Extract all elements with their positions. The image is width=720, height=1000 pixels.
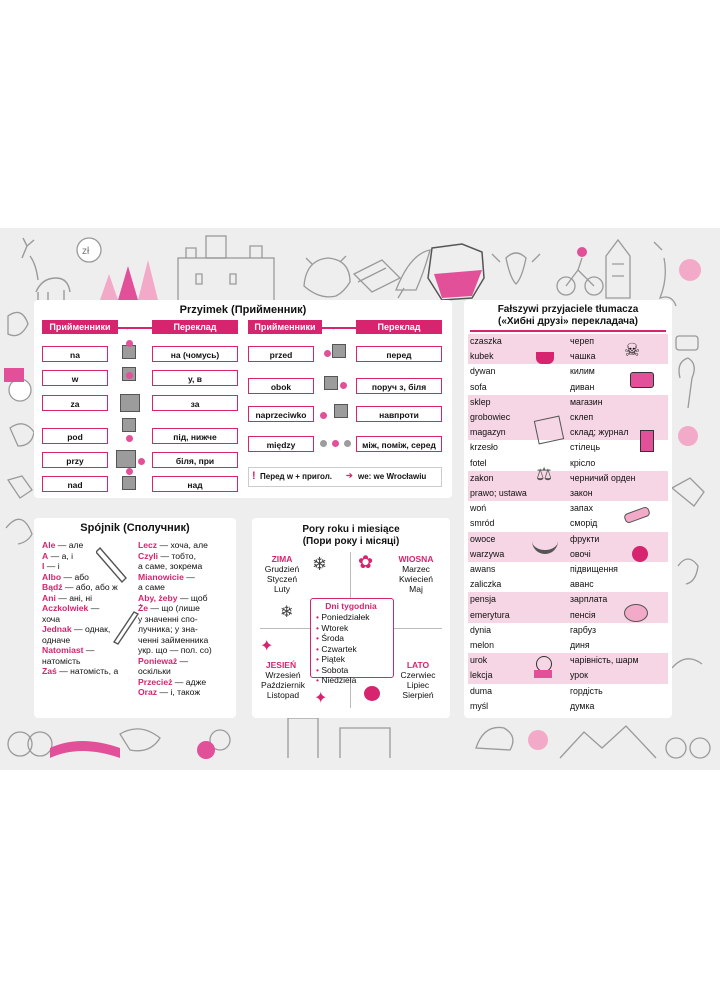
ball-icon [340, 382, 347, 389]
false-friend-ukrainian: закон [570, 488, 593, 498]
note-arrow-icon: ➔ [346, 471, 353, 480]
ball-icon [126, 468, 133, 475]
ball-icon [324, 350, 331, 357]
col-header-translation-2: Переклад [356, 320, 442, 334]
conjunction-line [138, 593, 236, 604]
bullet-icon: • [316, 643, 322, 654]
ball-icon [126, 340, 133, 347]
conjunction-translation: — і [44, 561, 60, 571]
false-friend-ukrainian: склад; журнал [570, 427, 629, 438]
false-friend-polish: kubek [470, 351, 494, 362]
chair-icon [640, 430, 654, 452]
preposition-pl-box: naprzeciwko [248, 406, 314, 422]
season-lato-label: LATO [406, 660, 430, 670]
pine-trees-sketch [100, 260, 158, 300]
conjunction-polish: A [42, 550, 49, 561]
conjunction-translation: — і, також [157, 687, 201, 697]
conjunction-polish: Przecież [138, 676, 173, 687]
cube-icon [116, 450, 136, 468]
note-right-text: we: we Wrocławiu [358, 472, 427, 481]
cube-icon [120, 394, 140, 412]
conjunction-translation: — щоб [177, 592, 208, 603]
false-friend-polish: urok [470, 655, 488, 666]
right-side-sketches [672, 336, 704, 668]
false-friend-polish: pensja [470, 594, 496, 605]
cyclist-sketch [557, 247, 603, 295]
false-friend-polish: grobowiec [470, 412, 511, 422]
jesien-month: Październik [261, 680, 305, 690]
preposition-ua-box: під, нижче [152, 428, 238, 444]
weekday-item [316, 665, 392, 676]
conjunction-line [138, 635, 236, 646]
scales-icon: ⚖ [536, 464, 553, 484]
false-friend-ukrainian: диня [570, 640, 590, 650]
false-friend-polish: myśl [470, 700, 489, 711]
skull-icon: ☠ [624, 340, 641, 360]
cube-icon [122, 345, 136, 359]
cube-icon [122, 418, 136, 432]
ball-icon [126, 435, 133, 442]
conjunction-polish: Lecz [138, 540, 158, 550]
bullet-icon: • [316, 675, 322, 685]
preposition-pl-box: za [42, 395, 108, 411]
false-friend-polish: sofa [470, 381, 487, 392]
conjunction-line [42, 593, 136, 604]
bullet-icon: • [316, 654, 322, 664]
false-friend-row [468, 668, 668, 683]
conjunction-line [138, 614, 236, 625]
false-friends-panel [464, 300, 672, 718]
preposition-ua-box: перед [356, 346, 442, 362]
false-friend-ukrainian: чашка [570, 351, 596, 362]
conjunction-polish: Aczkolwiek [42, 603, 89, 613]
cube-icon [122, 476, 136, 490]
ball-icon [320, 440, 327, 447]
false-friend-polish: dynia [470, 624, 492, 635]
lato-month: Lipiec [406, 680, 430, 690]
seasons-panel [252, 518, 450, 718]
ball-icon [320, 412, 327, 419]
conjunction-translation: — [177, 655, 189, 666]
false-friend-ukrainian: крісло [570, 457, 596, 468]
ball-icon [332, 440, 339, 447]
weekday-name: Wtorek [321, 622, 349, 633]
apple-icon [364, 686, 380, 701]
zima-month: Grudzień [264, 564, 300, 574]
zima-month: Styczeń [266, 574, 298, 584]
conjunction-polish: I [42, 561, 45, 571]
col-header-prepositions-1: Прийменники [42, 320, 118, 334]
weekday-name: Środa [321, 633, 345, 643]
preposition-ua-box: навпроти [356, 406, 442, 422]
ball-icon [126, 372, 133, 379]
false-friend-polish: duma [470, 685, 493, 696]
poland-map-icon [428, 244, 484, 300]
jesien-month: Listopad [266, 690, 300, 700]
conjunction-line [138, 603, 236, 614]
preposition-pl-box: przy [42, 452, 108, 468]
false-friend-ukrainian: череп [570, 336, 595, 346]
false-friend-ukrainian: пенсія [570, 609, 596, 620]
false-friends-title-underline [470, 330, 666, 332]
false-friend-polish: smród [470, 518, 495, 529]
preposition-ua-box: над [152, 476, 238, 492]
seasons-title-line-2: (Пори року і місяці) [302, 536, 400, 547]
bullet-icon: • [316, 622, 322, 633]
false-friend-ukrainian: гордість [570, 685, 603, 696]
pencil-icon [96, 544, 130, 584]
weekdays-list [316, 612, 392, 686]
conjunction-polish: Ponieważ [138, 655, 178, 666]
false-friend-ukrainian: диван [570, 381, 595, 392]
conjunction-translation: а саме, зокрема [138, 561, 203, 571]
false-friend-ukrainian: підвищення [570, 564, 618, 574]
preposition-pl-box: w [42, 370, 108, 386]
conjunction-translation: — натомість, а [56, 666, 119, 676]
false-friend-polish: melon [470, 640, 494, 650]
preposition-ua-box: між, поміж, серед [356, 436, 442, 452]
false-friend-ukrainian: думка [570, 700, 595, 711]
false-friend-ukrainian: гарбуз [570, 624, 597, 635]
weekday-name: Niedziela [321, 675, 357, 685]
false-friend-row [468, 471, 668, 486]
false-friend-ukrainian: сморід [570, 518, 598, 529]
conjunction-polish: Ani [42, 592, 56, 603]
sofa-icon [630, 372, 654, 388]
wiosna-month: Marzec [402, 564, 430, 574]
false-friend-ukrainian: чарівність, шарм [570, 655, 639, 666]
false-friend-row [468, 638, 668, 653]
false-friend-ukrainian: зарплата [570, 594, 608, 605]
false-friend-row [468, 653, 668, 668]
conjunction-translation: — тобто, [158, 550, 196, 561]
conjunction-polish: Mianowicie [138, 571, 184, 582]
false-friend-row [468, 562, 668, 577]
maple-leaf-icon: ✦ [314, 690, 328, 707]
conjunction-polish: Oraz [138, 687, 158, 697]
arrow-icon: → [120, 321, 131, 333]
bullet-icon: • [316, 633, 322, 643]
conjunction-line [42, 656, 136, 667]
bullet-icon: • [316, 612, 322, 622]
false-friend-ukrainian: овочі [570, 548, 591, 559]
note-left-text: Перед w + пригол. [260, 472, 333, 481]
false-friend-ukrainian: аванс [570, 579, 594, 590]
false-friend-polish: owoce [470, 533, 496, 544]
false-friend-polish: zakon [470, 472, 494, 483]
false-friend-ukrainian: магазин [570, 396, 603, 407]
conjunction-translation: — однак, [71, 624, 111, 634]
false-friend-ukrainian: стілець [570, 442, 601, 453]
conjunction-polish: Natomiast [42, 645, 84, 655]
bottom-pink-beet [528, 730, 548, 750]
false-friend-row [468, 395, 668, 410]
conjunction-translation: — [183, 571, 195, 582]
lato-month: Sierpień [402, 690, 434, 700]
conjunctions-title: Spójnik (Сполучник) [80, 522, 190, 534]
weekdays-title: Dni tygodnia [325, 601, 377, 611]
cube-icon [334, 404, 348, 418]
zloty-coin-label: zł [82, 246, 90, 257]
false-friend-polish: fotel [470, 457, 487, 468]
false-friend-polish: magazyn [470, 427, 506, 438]
conjunction-line [138, 677, 236, 688]
town-hall-sketch [606, 240, 630, 298]
false-friend-polish: prawo; ustawa [470, 488, 527, 498]
false-friend-row [468, 456, 668, 471]
weekday-name: Piątek [321, 654, 345, 664]
false-friend-polish: lekcja [470, 670, 493, 681]
false-friend-row [468, 410, 668, 425]
cup-icon [536, 352, 554, 364]
conjunction-polish: Aby, żeby [138, 592, 178, 603]
conjunction-translation: хоча [42, 613, 61, 624]
false-friend-row [468, 486, 668, 501]
conjunction-line [138, 645, 236, 656]
false-friend-row [468, 532, 668, 547]
weekday-item [316, 633, 392, 644]
conjunction-polish: Ale [42, 540, 56, 550]
ball-icon [138, 458, 145, 465]
conjunction-polish: Że [138, 603, 149, 613]
conjunction-polish: Albo [42, 571, 62, 582]
false-friend-polish: zaliczka [470, 579, 502, 590]
arrow-icon: → [326, 321, 337, 333]
eagle-wing-sketch [396, 250, 430, 298]
false-friend-polish: sklep [470, 396, 491, 407]
seasons-title-line-1: Pory roku i miesiące [302, 524, 400, 535]
false-friend-ukrainian: урок [570, 670, 588, 681]
eagle-emblem-sketch [492, 253, 540, 284]
conjunction-translation: одначе [42, 634, 71, 645]
col-header-prepositions-2: Прийменники [248, 320, 322, 334]
conjunction-line [138, 656, 236, 667]
maple-leaf-icon: ✦ [260, 638, 274, 655]
ball-icon [344, 440, 351, 447]
conjunction-line [138, 666, 236, 677]
conjunction-translation: укр. що — пол. co) [138, 645, 212, 655]
weekday-item [316, 675, 392, 686]
lato-month: Czerwiec [400, 670, 436, 680]
beet-icon [632, 546, 648, 562]
false-friend-ukrainian: запах [570, 503, 593, 514]
conjunction-translation: натомість [42, 655, 81, 666]
false-friend-row [468, 440, 668, 455]
conjunction-translation: лучника; у зна- [138, 624, 198, 634]
weekday-item [316, 654, 392, 665]
castle-sketch [178, 236, 274, 302]
cube-icon [324, 376, 338, 390]
wiosna-month: Maj [409, 584, 423, 594]
weekday-item [316, 623, 392, 634]
weekday-name: Czwartek [321, 643, 357, 654]
conjunction-translation: — що (лише [148, 603, 200, 613]
preposition-pl-box: nad [42, 476, 108, 492]
preposition-pl-box: przed [248, 346, 314, 362]
false-friends-title-line-1: Fałszywi przyjaciele tłumacza [497, 304, 639, 315]
prepositions-panel [34, 300, 452, 498]
false-friend-row [468, 623, 668, 638]
conjunction-polish: Czyli [138, 550, 159, 561]
season-wiosna-label: WIOSNA [398, 554, 434, 564]
bottom-pink-strawberry [197, 741, 215, 759]
conjunction-polish: Zaś [42, 666, 57, 676]
false-friends-rows [468, 334, 668, 714]
false-friend-row [468, 577, 668, 592]
conjunction-translation: а саме [138, 582, 165, 592]
conjunction-translation: — адже [172, 676, 207, 687]
conjunction-translation: — [88, 603, 100, 613]
weekday-item [316, 644, 392, 655]
conjunction-polish: Jednak [42, 624, 72, 634]
conjunction-line [138, 561, 236, 572]
season-jesien-label: JESIEŃ [265, 660, 297, 670]
false-friend-row [468, 699, 668, 714]
false-friend-row [468, 684, 668, 699]
col-header-translation-1: Переклад [152, 320, 238, 334]
conjunction-translation: — або, або ж [62, 582, 118, 592]
conjunction-translation: — ані, ні [55, 592, 93, 603]
book-sketch [354, 260, 400, 292]
exclamation-icon: ! [252, 470, 256, 482]
preposition-ua-box: біля, при [152, 452, 238, 468]
preposition-pl-box: obok [248, 378, 314, 394]
conjunction-translation: оскільки [138, 666, 171, 676]
right-pink-ball [678, 426, 698, 446]
conjunction-line [138, 624, 236, 635]
preposition-pl-box: pod [42, 428, 108, 444]
preposition-pl-box: na [42, 346, 108, 362]
conjunction-line [138, 551, 236, 562]
conjunction-translation: — але [55, 540, 84, 550]
preposition-ua-box: у, в [152, 370, 238, 386]
weekday-name: Poniedziałek [321, 612, 370, 622]
cube-icon [332, 344, 346, 358]
conjunction-translation: у значенні спо- [138, 613, 198, 624]
false-friend-ukrainian: черничий орден [570, 472, 636, 483]
conjunction-line [138, 540, 236, 551]
piggy-bank-icon [624, 604, 648, 622]
bullet-icon: • [316, 664, 322, 675]
mermaid-sketch [654, 242, 676, 306]
conjunction-translation: — [83, 645, 95, 655]
false-friend-polish: krzesło [470, 442, 498, 453]
poland-flag-bottom [50, 741, 120, 758]
false-friend-polish: warzywa [470, 548, 505, 559]
snowflake-icon: ❄ [312, 554, 328, 574]
conjunction-translation: — а, і [48, 550, 74, 561]
false-friend-ukrainian: склеп [570, 412, 594, 422]
season-zima-label: ZIMA [271, 554, 293, 564]
poland-flag-left [4, 368, 24, 382]
conjunction-translation: ченні займенника [138, 634, 209, 645]
false-friends-title-line-2: («Хибні друзі» перекладача) [498, 316, 638, 327]
preposition-ua-box: поруч з, біля [356, 378, 442, 394]
conjunction-line [138, 687, 236, 698]
false-friend-row [468, 425, 668, 440]
left-side-sketches [6, 312, 34, 544]
wiosna-month: Kwiecień [398, 574, 434, 584]
conjunctions-right-column [138, 540, 236, 698]
poster [0, 228, 720, 770]
flower-icon: ✿ [358, 552, 374, 572]
zima-month: Luty [273, 584, 291, 594]
conjunction-polish: Bądź [42, 582, 63, 592]
false-friend-polish: czaszka [470, 336, 502, 346]
false-friend-polish: emerytura [470, 609, 510, 620]
pink-ball-icon [679, 259, 701, 281]
weekday-name: Sobota [321, 664, 349, 675]
conjunction-line [138, 582, 236, 593]
false-friend-polish: dywan [470, 366, 496, 377]
reader-book-icon [534, 670, 552, 678]
false-friend-polish: woń [470, 503, 487, 514]
preposition-pl-box: między [248, 436, 314, 452]
false-friend-polish: awans [470, 564, 496, 574]
jesien-month: Wrzesień [265, 670, 301, 680]
conjunction-line [138, 572, 236, 583]
weekday-item [316, 612, 392, 623]
false-friend-ukrainian: килим [570, 366, 595, 377]
false-friend-ukrainian: фрукти [570, 533, 600, 544]
prepositions-title: Przyimek (Прийменник) [179, 304, 307, 316]
preposition-ua-box: на (чомусь) [152, 346, 238, 362]
conjunctions-panel [34, 518, 236, 718]
snowflake-icon: ❄ [280, 604, 294, 621]
pencil-icon [112, 610, 142, 650]
deer-sketch [22, 238, 70, 306]
preposition-ua-box: за [152, 395, 238, 411]
conjunction-translation: — хоча, але [157, 540, 208, 550]
conjunction-line [42, 666, 136, 677]
conjunction-translation: — або [61, 571, 89, 582]
bison-sketch [304, 256, 350, 297]
